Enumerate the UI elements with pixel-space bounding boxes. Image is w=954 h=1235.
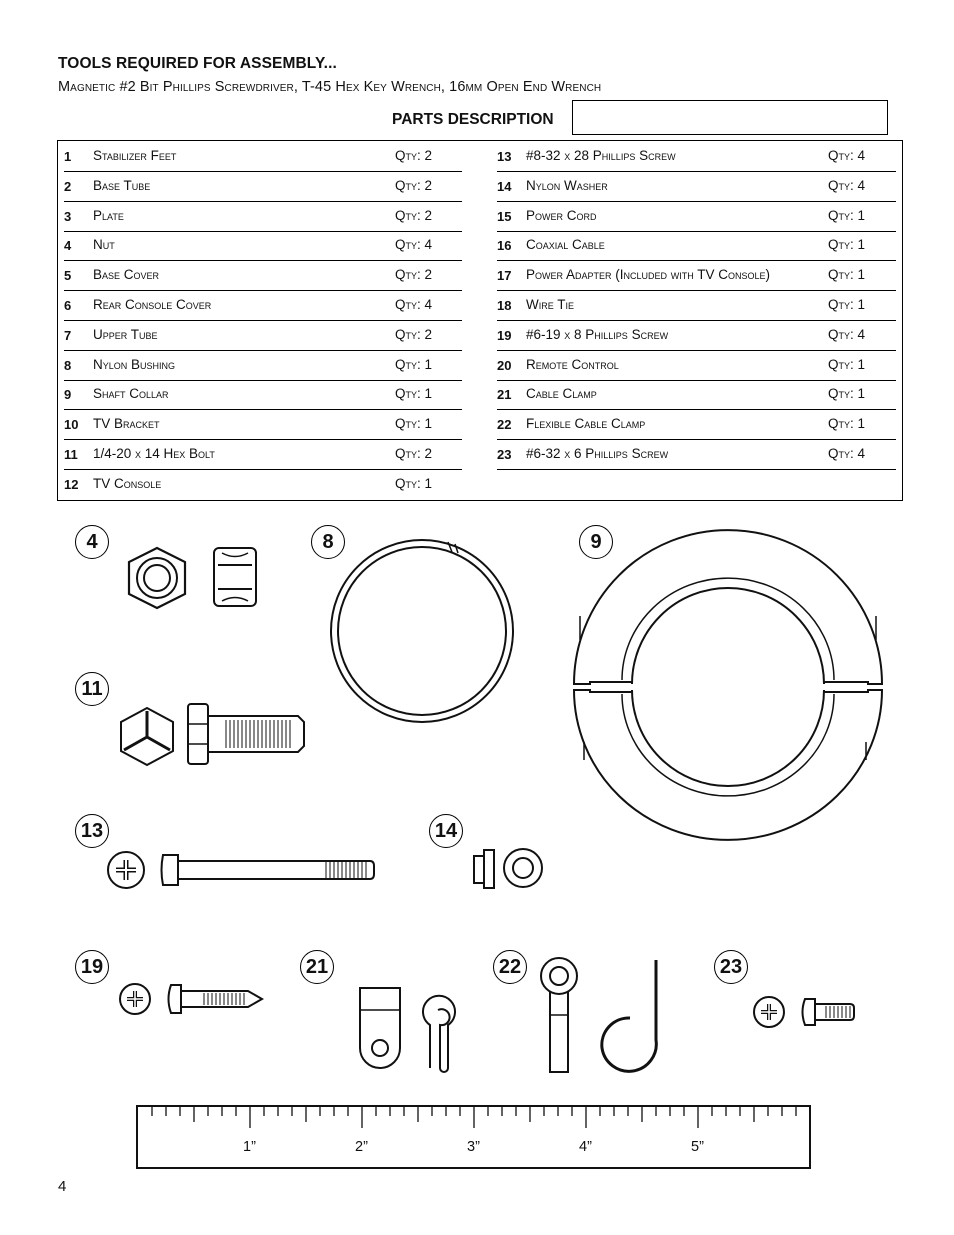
- part-quantity: Qty: 4: [828, 177, 866, 193]
- part-quantity: Qty: 1: [828, 237, 866, 253]
- part-number: 13: [497, 149, 512, 164]
- part-number: 4: [64, 238, 72, 254]
- tools-title: TOOLS REQUIRED FOR ASSEMBLY...: [58, 55, 337, 72]
- part-quantity: Qty: 4: [828, 326, 866, 342]
- part-number: 1: [64, 149, 72, 164]
- part-description: TV Bracket: [93, 416, 160, 432]
- part-quantity: Qty: 1: [395, 386, 433, 402]
- part-description: TV Console: [93, 475, 162, 491]
- washer-icon: [474, 849, 542, 888]
- part-description: #6-32 x 6 Phillips Screw: [526, 446, 669, 461]
- part-description: Base Cover: [93, 267, 160, 283]
- part-description: #6-19 x 8 Phillips Screw: [526, 326, 669, 342]
- callout-13: 13: [75, 814, 109, 848]
- part-description: Shaft Collar: [93, 386, 169, 402]
- part-quantity: Qty: 1: [828, 416, 866, 432]
- small-phillips-screw-icon: [754, 997, 854, 1027]
- part-number: 16: [497, 238, 512, 254]
- part-description: #8-32 x 28 Phillips Screw: [526, 148, 676, 163]
- part-description: Nylon Bushing: [93, 356, 176, 372]
- part-description: Base Tube: [93, 177, 151, 193]
- phillips-screw-icon: [120, 984, 262, 1014]
- flexible-cable-clamp-icon: [541, 958, 656, 1072]
- callout-9: 9: [579, 525, 613, 559]
- part-quantity: Qty: 1: [828, 207, 866, 223]
- long-phillips-screw-icon: [108, 852, 374, 888]
- tools-list: Magnetic #2 Bit Phillips Screwdriver, T-45 Hex Key Wrench, 16mm Open End Wrench: [58, 79, 602, 95]
- part-description: Remote Control: [526, 356, 619, 372]
- part-description: Coaxial Cable: [526, 237, 605, 253]
- part-quantity: Qty: 2: [395, 446, 433, 461]
- part-quantity: Qty: 1: [828, 386, 866, 402]
- part-description: Nut: [93, 237, 115, 253]
- callout-14: 14: [429, 814, 463, 848]
- part-number: 6: [64, 298, 72, 313]
- callout-19: 19: [75, 950, 109, 984]
- shaft-collar-icon: [574, 530, 882, 840]
- bushing-icon: [331, 540, 513, 722]
- part-number: 23: [497, 447, 512, 462]
- part-number: 17: [497, 268, 512, 284]
- part-description: Power Adapter (Included with TV Console): [526, 267, 771, 283]
- part-description: Plate: [93, 207, 124, 223]
- hex-bolt-icon: [121, 704, 304, 765]
- part-description: Cable Clamp: [526, 386, 597, 402]
- part-number: 10: [64, 417, 79, 433]
- part-quantity: Qty: 2: [395, 177, 433, 193]
- part-number: 8: [64, 357, 72, 373]
- part-quantity: Qty: 4: [828, 446, 866, 461]
- ruler-label-4: 4”: [579, 1139, 592, 1155]
- part-number: 3: [64, 208, 72, 224]
- part-quantity: Qty: 1: [828, 297, 866, 312]
- part-number: 12: [64, 476, 79, 492]
- part-number: 7: [64, 327, 72, 343]
- part-quantity: Qty: 4: [828, 148, 866, 163]
- part-quantity: Qty: 2: [395, 148, 433, 163]
- part-number: 9: [64, 387, 72, 403]
- part-description: Wire Tie: [526, 297, 575, 312]
- part-description: Nylon Washer: [526, 177, 608, 193]
- ruler-label-1: 1”: [243, 1139, 256, 1155]
- callout-21: 21: [300, 950, 334, 984]
- part-number: 21: [497, 387, 512, 403]
- callout-4: 4: [75, 525, 109, 559]
- part-description: Stabilizer Feet: [93, 148, 177, 163]
- part-quantity: Qty: 1: [828, 356, 866, 372]
- part-number: 19: [497, 327, 512, 343]
- part-number: 20: [497, 357, 512, 373]
- part-quantity: Qty: 1: [395, 416, 433, 432]
- part-quantity: Qty: 2: [395, 326, 433, 342]
- part-number: 15: [497, 208, 512, 224]
- part-number: 5: [64, 268, 72, 284]
- part-quantity: Qty: 1: [395, 356, 433, 372]
- ruler-label-5: 5”: [691, 1139, 704, 1155]
- part-quantity: Qty: 2: [395, 207, 433, 223]
- part-quantity: Qty: 4: [395, 297, 433, 312]
- part-description: Rear Console Cover: [93, 297, 212, 312]
- part-number: 11: [64, 447, 78, 462]
- callout-8: 8: [311, 525, 345, 559]
- part-number: 14: [497, 178, 512, 194]
- cable-clamp-icon: [360, 988, 455, 1072]
- part-description: 1/4-20 x 14 Hex Bolt: [93, 446, 215, 461]
- part-quantity: Qty: 1: [395, 475, 433, 491]
- callout-23: 23: [714, 950, 748, 984]
- part-description: Power Cord: [526, 207, 597, 223]
- ruler-label-3: 3”: [467, 1139, 480, 1155]
- callout-22: 22: [493, 950, 527, 984]
- page-number: 4: [58, 1178, 67, 1195]
- part-number: 2: [64, 178, 72, 194]
- part-number: 22: [497, 417, 512, 433]
- part-description: Upper Tube: [93, 326, 158, 342]
- part-quantity: Qty: 2: [395, 267, 433, 283]
- part-number: 18: [497, 298, 512, 313]
- ruler: [137, 1106, 810, 1168]
- parts-title: PARTS DESCRIPTION: [392, 111, 554, 128]
- callout-11: 11: [75, 672, 109, 706]
- part-quantity: Qty: 4: [395, 237, 433, 253]
- nut-icon: [129, 548, 256, 608]
- part-description: Flexible Cable Clamp: [526, 416, 646, 432]
- part-quantity: Qty: 1: [828, 267, 866, 283]
- ruler-label-2: 2”: [355, 1139, 368, 1155]
